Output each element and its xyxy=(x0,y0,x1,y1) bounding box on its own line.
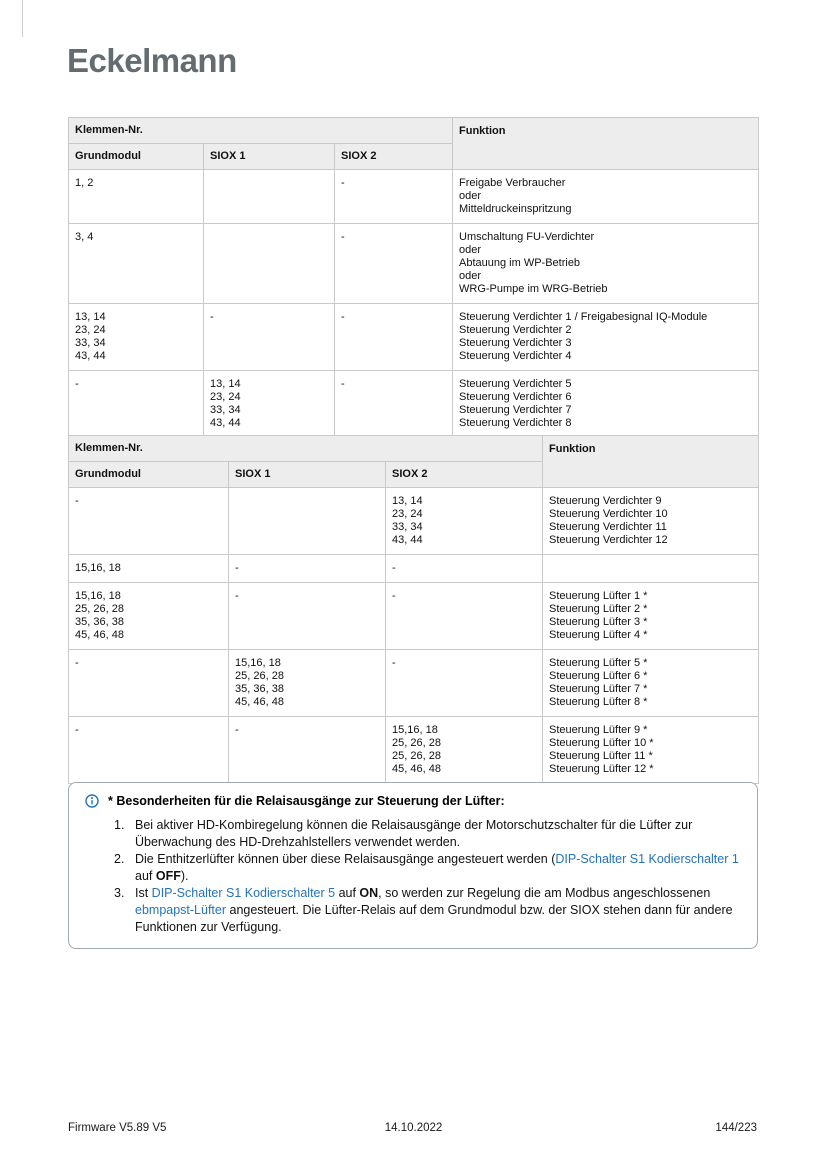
cell-line: 43, 44 xyxy=(392,534,423,546)
column-header-siox2: SIOX 2 xyxy=(335,144,453,170)
cell-line: Steuerung Verdichter 9 xyxy=(549,495,662,507)
cell-siox2 xyxy=(335,304,453,371)
cell-line: Steuerung Lüfter 4 * xyxy=(549,629,648,641)
info-list-item xyxy=(114,817,741,851)
table-row xyxy=(69,650,759,717)
column-header-klemmen-nr: Klemmen-Nr. xyxy=(69,436,543,462)
cell-line: 13, 14 xyxy=(392,495,423,507)
cell-line: 45, 46, 48 xyxy=(392,763,441,775)
cell-line: 1, 2 xyxy=(75,177,94,189)
cell-funktion xyxy=(543,650,759,717)
cell-line: 23, 24 xyxy=(75,324,106,336)
cross-reference-link[interactable]: ebmpapst-Lüfter xyxy=(135,903,227,917)
company-logo: Eckelmann xyxy=(67,42,237,79)
cell-line: 35, 36, 38 xyxy=(235,683,284,695)
list-item-text xyxy=(135,885,741,936)
footer-date: 14.10.2022 xyxy=(384,1122,443,1134)
cell-line: 15,16, 18 xyxy=(392,724,438,736)
cell-line: 25, 26, 28 xyxy=(392,750,441,762)
cell-line: - xyxy=(341,311,345,323)
cell-line: Steuerung Verdichter 12 xyxy=(549,534,668,546)
terminal-table-2 xyxy=(68,435,759,784)
cell-line: Steuerung Lüfter 8 * xyxy=(549,696,648,708)
cell-line: - xyxy=(392,562,396,574)
info-list-item xyxy=(114,885,741,936)
cell-line: 33, 34 xyxy=(210,404,241,416)
cross-reference-link[interactable]: DIP-Schalter S1 Kodierschalter 1 xyxy=(555,852,739,866)
cell-siox2 xyxy=(386,555,543,583)
cell-siox2 xyxy=(335,170,453,224)
cell-line: Steuerung Verdichter 11 xyxy=(549,521,667,533)
column-header-siox1: SIOX 1 xyxy=(229,462,386,488)
column-header-klemmen-nr: Klemmen-Nr. xyxy=(69,118,453,144)
cell-line: Steuerung Lüfter 12 * xyxy=(549,763,654,775)
bold-text: OFF xyxy=(155,869,181,883)
cell-siox1 xyxy=(204,224,335,304)
cell-funktion xyxy=(543,717,759,784)
cell-line: Steuerung Lüfter 7 * xyxy=(549,683,648,695)
cell-line: Steuerung Verdichter 7 xyxy=(459,404,572,416)
cell-line: 15,16, 18 xyxy=(75,562,121,574)
table-header-row xyxy=(69,118,759,144)
table-row xyxy=(69,555,759,583)
cell-line: Steuerung Lüfter 1 * xyxy=(549,590,648,602)
cell-line: 13, 14 xyxy=(210,378,241,390)
bold-text: ON xyxy=(359,886,379,900)
cell-line: Steuerung Lüfter 3 * xyxy=(549,616,648,628)
cell-line: 45, 46, 48 xyxy=(235,696,284,708)
cell-line: 25, 26, 28 xyxy=(75,603,124,615)
cell-line: 15,16, 18 xyxy=(235,657,281,669)
cell-line: Steuerung Verdichter 2 xyxy=(459,324,572,336)
cell-siox1 xyxy=(204,371,335,438)
cell-grundmodul xyxy=(69,555,229,583)
info-title-row xyxy=(85,793,741,810)
table-row xyxy=(69,583,759,650)
cell-line: - xyxy=(75,378,79,390)
info-list xyxy=(114,817,741,936)
cell-grundmodul xyxy=(69,371,204,438)
cell-line: 13, 14 xyxy=(75,311,106,323)
page-footer xyxy=(0,1122,827,1138)
cell-line: Steuerung Lüfter 10 * xyxy=(549,737,654,749)
cell-line: Steuerung Lüfter 5 * xyxy=(549,657,648,669)
cell-siox1 xyxy=(204,170,335,224)
cell-funktion xyxy=(453,170,759,224)
cell-line: - xyxy=(235,724,239,736)
cell-siox1 xyxy=(229,650,386,717)
cell-line: 23, 24 xyxy=(210,391,241,403)
footer-firmware-version: Firmware V5.89 V5 xyxy=(68,1122,167,1134)
info-list-item xyxy=(114,851,741,885)
text-segment: ). xyxy=(180,869,189,883)
info-note-box xyxy=(68,782,758,949)
table-header-row xyxy=(69,436,759,462)
list-item-number: 2. xyxy=(114,852,125,866)
table-row xyxy=(69,717,759,784)
cell-line: 23, 24 xyxy=(392,508,423,520)
cell-line: Steuerung Verdichter 1 / Freigabesignal IQ-Module xyxy=(459,311,708,323)
cell-siox2 xyxy=(386,583,543,650)
table-row xyxy=(69,170,759,224)
column-header-funktion: Funktion xyxy=(453,118,759,170)
cell-line: 43, 44 xyxy=(210,417,241,429)
cell-siox1 xyxy=(229,717,386,784)
cell-line: 33, 34 xyxy=(392,521,423,533)
info-box-title: * Besonderheiten für die Relaisausgänge zur Steuerung der Lüfter: xyxy=(108,794,505,808)
cell-line: - xyxy=(392,590,396,602)
cell-grundmodul xyxy=(69,304,204,371)
cell-line: 33, 34 xyxy=(75,337,106,349)
cell-siox1 xyxy=(229,555,386,583)
cross-reference-link[interactable]: DIP-Schalter S1 Kodierschalter 5 xyxy=(151,886,336,900)
crop-mark xyxy=(22,0,23,37)
cell-line: Steuerung Lüfter 9 * xyxy=(549,724,648,736)
column-header-grundmodul: Grundmodul xyxy=(69,462,229,488)
cell-line: Freigabe Verbraucher xyxy=(459,177,566,189)
cell-grundmodul xyxy=(69,717,229,784)
cell-line: 3, 4 xyxy=(75,231,94,243)
text-segment: auf xyxy=(335,886,360,900)
cell-line: - xyxy=(75,657,79,669)
cell-line: 43, 44 xyxy=(75,350,106,362)
cell-grundmodul xyxy=(69,583,229,650)
info-icon xyxy=(85,794,99,808)
text-segment: Bei aktiver HD-Kombiregelung können die Relaisausgänge der Motorschutzschalter für die Lüfter zur Überwachung des HD-Drehzahlstellers verwendet werden. xyxy=(135,818,693,849)
cell-line: oder xyxy=(459,190,482,202)
cell-line: Mitteldruckeinspritzung xyxy=(459,203,572,215)
cell-line: Abtauung im WP-Betrieb xyxy=(459,257,581,269)
cell-funktion xyxy=(543,488,759,555)
list-item-number: 1. xyxy=(114,818,125,832)
cell-line: 45, 46, 48 xyxy=(75,629,124,641)
cell-line: Steuerung Verdichter 4 xyxy=(459,350,572,362)
cell-grundmodul xyxy=(69,170,204,224)
cell-siox1 xyxy=(229,488,386,555)
cell-line: oder xyxy=(459,270,482,282)
list-item-text xyxy=(135,851,741,885)
cell-funktion xyxy=(543,583,759,650)
cell-line: WRG-Pumpe im WRG-Betrieb xyxy=(459,283,608,295)
cell-funktion xyxy=(543,555,759,583)
cell-line: Steuerung Verdichter 5 xyxy=(459,378,572,390)
cell-line: - xyxy=(341,378,345,390)
list-item-text xyxy=(135,817,741,851)
cell-siox1 xyxy=(229,583,386,650)
column-header-siox1: SIOX 1 xyxy=(204,144,335,170)
cell-line: 25, 26, 28 xyxy=(235,670,284,682)
cell-line: Steuerung Lüfter 11 * xyxy=(549,750,653,762)
cell-grundmodul xyxy=(69,650,229,717)
cell-line: Steuerung Lüfter 6 * xyxy=(549,670,648,682)
text-segment: auf xyxy=(135,869,156,883)
cell-line: - xyxy=(210,311,214,323)
column-header-grundmodul: Grundmodul xyxy=(69,144,204,170)
cell-siox2 xyxy=(335,371,453,438)
cell-line: Steuerung Verdichter 6 xyxy=(459,391,572,403)
cell-funktion xyxy=(453,304,759,371)
cell-line: Steuerung Lüfter 2 * xyxy=(549,603,648,615)
cell-line: - xyxy=(341,231,345,243)
cell-line: Steuerung Verdichter 10 xyxy=(549,508,668,520)
cell-grundmodul xyxy=(69,488,229,555)
cell-line: - xyxy=(235,562,239,574)
cell-funktion xyxy=(453,224,759,304)
cell-line: - xyxy=(75,724,79,736)
cell-line: 15,16, 18 xyxy=(75,590,121,602)
cell-line: Umschaltung FU-Verdichter xyxy=(459,231,595,243)
cell-line: Steuerung Verdichter 3 xyxy=(459,337,572,349)
column-header-siox2: SIOX 2 xyxy=(386,462,543,488)
cell-grundmodul xyxy=(69,224,204,304)
cell-siox2 xyxy=(386,717,543,784)
cell-line: - xyxy=(75,495,79,507)
cell-line: 25, 26, 28 xyxy=(392,737,441,749)
cell-siox1 xyxy=(204,304,335,371)
table-row xyxy=(69,224,759,304)
text-segment: , so werden zur Regelung die am Modbus angeschlossenen xyxy=(378,886,711,900)
cell-line: - xyxy=(235,590,239,602)
column-header-funktion: Funktion xyxy=(543,436,759,488)
text-segment: Die Enthitzerlüfter können über diese Relaisausgänge angesteuert werden ( xyxy=(135,852,556,866)
cell-line: oder xyxy=(459,244,482,256)
table-row xyxy=(69,304,759,371)
cell-siox2 xyxy=(335,224,453,304)
cell-line: - xyxy=(392,657,396,669)
table-row xyxy=(69,488,759,555)
list-item-number: 3. xyxy=(114,886,125,900)
footer-page-number: 144/223 xyxy=(715,1122,757,1134)
text-segment: Ist xyxy=(135,886,152,900)
terminal-table-1 xyxy=(68,117,759,438)
text-segment: angesteuert. Die Lüfter-Relais auf dem Grundmodul bzw. der SIOX stehen dann für andere Funktionen zur Verfügung. xyxy=(135,903,733,934)
cell-line: - xyxy=(341,177,345,189)
cell-line: 35, 36, 38 xyxy=(75,616,124,628)
table-row xyxy=(69,371,759,438)
cell-siox2 xyxy=(386,488,543,555)
cell-line: Steuerung Verdichter 8 xyxy=(459,417,572,429)
cell-siox2 xyxy=(386,650,543,717)
cell-funktion xyxy=(453,371,759,438)
